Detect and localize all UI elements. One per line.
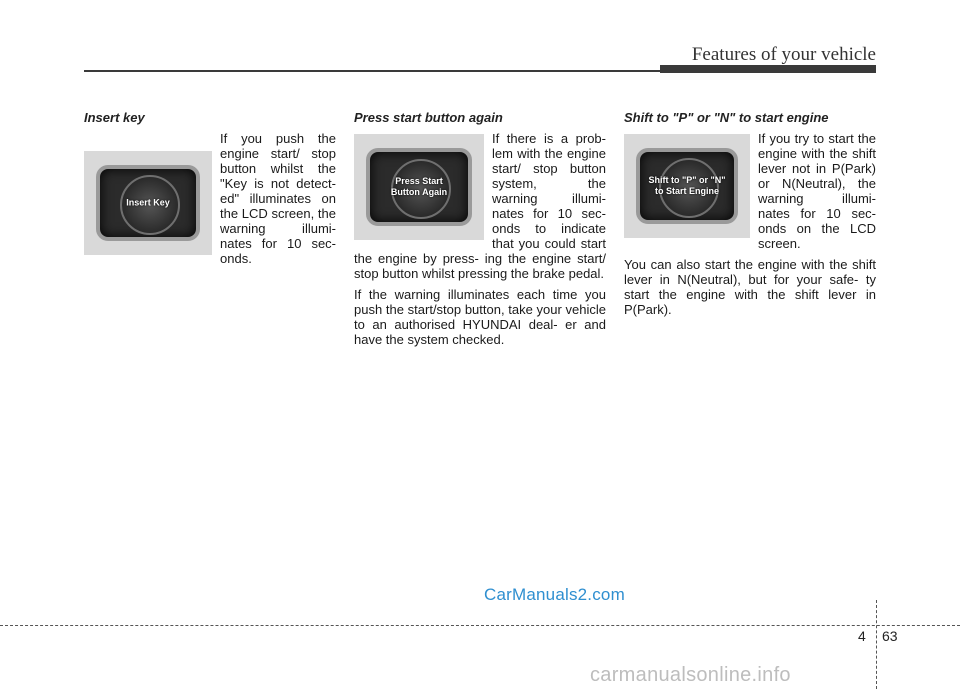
lcd-message: Press Start Button Again — [390, 176, 448, 197]
body-paragraph: If there is a prob- lem with the engine start/ stop button system, the warning illumi- nates for 10 sec- onds to indicate that you could start the engine by press- ing the engine start/ stop button whilst pressing the brake pedal. — [354, 131, 606, 281]
section-press-start-button-again — [354, 110, 606, 353]
site-watermark: carmanualsonline.info — [590, 664, 791, 686]
section-heading: Shift to "P" or "N" to start engine — [624, 110, 829, 125]
body-paragraph: If you try to start the engine with the shift lever not in P(Park) or N(Neutral), the warning illumi- nates for 10 sec- onds on the LCD screen. — [758, 131, 876, 251]
lcd-message: Shift to "P" or "N" to Start Engine — [648, 175, 726, 196]
section-heading: Press start button again — [354, 110, 503, 125]
section-insert-key — [84, 110, 336, 272]
footer-divider — [876, 600, 877, 689]
body-paragraph: If the warning illuminates each time you push the start/stop button, take your vehicle to an authorised HYUNDAI deal- er and have the system checked. — [354, 287, 606, 347]
watermark-link[interactable]: CarManuals2.com — [484, 585, 625, 604]
chapter-number: 4 — [858, 628, 866, 644]
footer-rule — [0, 625, 960, 626]
lcd-illustration — [354, 134, 484, 240]
page-header-title: Features of your vehicle — [691, 44, 876, 65]
lcd-illustration — [84, 151, 212, 255]
page-number: 63 — [882, 628, 898, 644]
header-rule — [84, 70, 660, 72]
section-heading: Insert key — [84, 110, 145, 125]
body-paragraph: You can also start the engine with the shift lever in N(Neutral), but for your safe- ty start the engine with the shift lever in P(Park). — [624, 257, 876, 317]
lcd-screen — [96, 165, 200, 241]
header-rule-accent — [660, 65, 876, 73]
lcd-screen — [366, 148, 472, 226]
lcd-screen — [636, 148, 738, 224]
section-shift-to-p-or-n — [624, 110, 876, 323]
lcd-illustration — [624, 134, 750, 238]
body-paragraph: If you push the engine start/ stop button whilst the "Key is not detect- ed" illuminates on the LCD screen, the warning illumi- nates for 10 sec- onds. — [220, 131, 336, 266]
lcd-message: Insert Key — [126, 197, 170, 208]
